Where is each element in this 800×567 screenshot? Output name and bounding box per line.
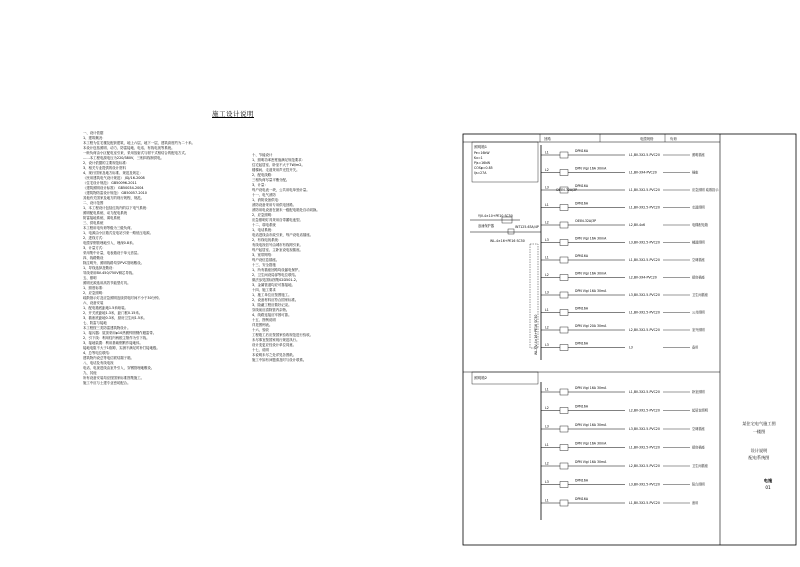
circuit-row: [541, 497, 698, 506]
note-right-line: 本说明未尽之处详见各图纸。: [252, 353, 297, 357]
circuit-id: L2: [545, 461, 549, 466]
circuit-id: L1: [545, 443, 549, 447]
note-left-line: 3、接地装置：利用基础钢筋作接地体。: [83, 341, 143, 345]
circuit-id: L1: [545, 150, 549, 155]
note-left-line: 六、设备安装: [83, 301, 104, 305]
circuit-load: 室外照明: [692, 328, 705, 332]
note-right-line: 施工中如有问题请及时与设计联系。: [252, 358, 307, 362]
incomer-spd-label: 浪涌保护器: [478, 224, 494, 228]
circuit-breaker: DPN Vigi 16A 30mA: [575, 271, 607, 276]
note-right-line: 楼梯间、走道采用声光控开关。: [252, 168, 300, 172]
breaker-symbol: [560, 327, 568, 333]
circuit-cable: L1,BV-3X2.5-PVC20: [629, 258, 660, 262]
circuit-breaker: DPN16A: [575, 201, 588, 206]
panel1-specs: [474, 151, 493, 175]
circuit-load: 应急照明 疏散指示: [692, 188, 719, 192]
circuit-cable: L1,BV-3X2.5-PVC20: [629, 310, 660, 315]
note-left-line: 所有设备安装均应按国家标准图集施工。: [83, 376, 145, 380]
note-left-line: 防雷接地系统、弱电系统: [83, 216, 121, 220]
panel2-circuits: [541, 386, 709, 506]
circuit-load: 公共照明: [692, 310, 705, 315]
circuit-cable: L1,BV-3X2.5-PVC20: [629, 153, 660, 157]
circuit-id: L3: [545, 185, 549, 190]
circuit-cable: L1,BV-3X2.5-PVC20: [629, 188, 660, 192]
note-right-line: 详见图例表。: [252, 323, 273, 327]
breaker-symbol: [560, 170, 568, 176]
note-left-line: 2、开关底距地1.3米，距门框0.15米。: [83, 311, 143, 315]
circuit-breaker: DPN16A: [575, 184, 588, 188]
circuit-id: L1: [545, 498, 549, 503]
note-right-line: 三相负荷尽量平衡分配。: [252, 178, 290, 182]
incomer-breaker-label: C65N-32A/3P: [556, 188, 578, 192]
note-right-line: 十四、施工要求: [252, 288, 276, 292]
circuit-id: L2: [545, 406, 549, 410]
circuit-breaker: DPN Vigi 16A 30mA: [575, 166, 607, 171]
note-left-line: 4、总等电位联结：: [83, 351, 113, 355]
note-left-line: 《建筑物防雷设计规范》 GB50057-2010: [83, 191, 147, 195]
circuit-row: [541, 307, 705, 316]
panel1-spec: Kx=1: [474, 156, 483, 160]
circuit-cable: L1,BV-3X2.5-PVC20: [629, 205, 660, 210]
incomer-cable-label: YJV-4×10+PE10 SC50: [478, 214, 513, 218]
circuit-id: L1: [545, 387, 549, 392]
note-right-line: 2、配电线路：: [252, 173, 275, 177]
note-left-line: 五、照明: [83, 276, 97, 280]
circuit-cable: L3,BV-3X2.5-PVC20: [629, 240, 660, 245]
circuit-cable: L1,BV-3X2.5-PVC20: [629, 445, 660, 450]
circuit-load: 空调插座: [692, 427, 705, 431]
circuit-load: 厨房插座: [692, 275, 705, 280]
circuit-cable: L1,BV-3X2.5-PVC20: [629, 390, 660, 394]
note-left-line: 八、电话及有线电视: [83, 361, 114, 365]
isolator-label: INT125-63A/4P: [515, 225, 539, 229]
circuit-row: [541, 405, 708, 414]
note-right-line: 十五、图例说明: [252, 318, 276, 322]
note-left-line: 3、计量方式：: [83, 246, 106, 250]
circuit-breaker: DPN Vigi 16A 30mA: [575, 441, 607, 446]
note-right-line: 3、金属管道均应可靠接地。: [252, 283, 295, 287]
note-left-line: 3、插座底距地0.3米，厨房卫生间1.5米。: [83, 316, 147, 320]
note-right-line: 十六、验收: [252, 328, 269, 332]
circuit-row: [541, 219, 709, 228]
note-right-line: 住宅起居室、卧室不大于7W/m2。: [252, 163, 305, 167]
circuit-load: 走道照明: [692, 205, 705, 210]
note-left-line: 1、配电箱底距地1.5米暗装。: [83, 306, 128, 310]
note-left-line: 本工程为住宅楼及配套建筑，地上六层，地下一层，建筑高度约为二十米。: [83, 141, 195, 145]
header-col-cable: 电缆规格: [640, 137, 654, 141]
note-left-line: 施工中应与土建专业密切配合。: [83, 381, 131, 385]
note-left-line: 一般负荷由小区配电室引来，采用放射式与树干式相结合的配电方式。: [83, 151, 189, 155]
circuit-breaker: DPN16A: [575, 306, 588, 311]
circuit-row: [541, 149, 706, 158]
breaker-symbol: [560, 275, 568, 281]
note-right-line: 穿线前应清除管内杂物。: [252, 308, 290, 312]
circuit-load: 电梯配电箱: [692, 223, 708, 227]
tb-sheet-type: 一楼图: [752, 429, 766, 434]
circuit-row: [541, 202, 705, 211]
note-left-line: 疏散指示灯及应急照明连续供电时间不小于30分钟。: [83, 296, 162, 300]
circuit-load: 卧室照明: [692, 390, 705, 394]
panel1-spec: Pe=16kW: [474, 151, 490, 155]
circuit-row: [541, 386, 705, 395]
note-right-line: 1、施工单位应按图施工。: [252, 293, 292, 297]
note-right-line: 1、照明功率密度值满足规范要求：: [252, 158, 306, 162]
breaker-symbol: [560, 257, 568, 263]
note-left-line: 《住宅设计规范》 GB50096-2011: [83, 181, 137, 185]
circuit-load: 备用: [692, 345, 699, 350]
document-title: 施工设计说明: [212, 110, 254, 118]
panel1-circuits: [541, 149, 719, 351]
circuit-id: L2: [545, 325, 549, 330]
tb-drawing-name-2: 配电系统图: [748, 455, 770, 460]
note-left-line: 2、设计依据的主要规范标准：: [83, 161, 130, 165]
note-left-line: 4、现行国家及地方标准、规范及规定：: [83, 171, 143, 175]
circuit-id: L3: [545, 480, 549, 484]
circuit-breaker: DPN16A: [575, 341, 588, 346]
note-left-line: 照明光源选用高效节能型灯具。: [83, 281, 131, 285]
breaker-symbol: [560, 408, 568, 414]
note-left-line: 1、电源由小区箱式变电站引来一路低压电源。: [83, 231, 153, 235]
breaker-symbol: [560, 389, 568, 395]
breaker-symbol: [560, 463, 568, 469]
note-left-line: 2、应急照明：: [83, 291, 106, 295]
breaker-symbol: [560, 240, 568, 246]
note-left-line: 2、进线方式：: [83, 236, 106, 240]
circuit-row: [541, 442, 706, 451]
note-right-line: 3、宽带网络：: [252, 253, 275, 257]
circuit-breaker: DPN Vigi 16A 30mA: [575, 460, 607, 464]
note-left-line: 本设计包括照明、动力、防雷接地、电话、有线电视等系统。: [83, 146, 175, 150]
note-right-line: 十一、电气消防: [252, 193, 276, 197]
circuit-row: [541, 479, 705, 488]
note-left-line: 三、供电系统: [83, 221, 104, 225]
panel1-name: 照明箱1: [474, 145, 488, 149]
note-left-line: 2、引下线：利用柱内两根主筋作为引下线。: [83, 336, 150, 340]
note-left-line: 采用集中计量，电表箱设于单元首层。: [83, 251, 141, 255]
circuit-row: [541, 289, 709, 298]
circuit-cable: L2,BV-3X2.5-PVC20: [629, 328, 660, 332]
breaker-symbol: [560, 310, 568, 316]
circuit-row: [541, 272, 706, 281]
breaker-symbol: [560, 345, 568, 351]
circuit-id: L2: [545, 168, 549, 172]
circuit-load: 厨房插座: [692, 445, 705, 450]
circuit-breaker: DPN Vigi 16A 30mA: [575, 236, 607, 241]
note-right-line: 电话进线由市政引来，每户设电话插座。: [252, 233, 314, 237]
header-col-load: 负荷: [670, 137, 677, 141]
note-left-line: 九、其他: [83, 371, 97, 375]
note-right-line: 十二、弱电系统: [252, 223, 276, 227]
note-right-line: 2、有线电视系统：: [252, 238, 282, 242]
tb-drawing-name-1: 设计说明: [750, 448, 768, 453]
circuit-breaker: C65N-32A/3P: [575, 219, 597, 223]
header-col-circuit: 回路: [544, 137, 551, 141]
note-left-line: 1、本工程设计包括红线内的以下电气系统：: [83, 206, 150, 210]
note-left-line: 其他有关国家及地方的现行规程、规范。: [83, 196, 145, 200]
breaker-symbol: [560, 426, 568, 432]
tb-drawing-no: 01: [765, 485, 771, 490]
circuit-row: [541, 167, 699, 176]
circuit-load: 照明插座: [692, 153, 705, 157]
breaker-symbol: [560, 500, 568, 506]
note-right-line: 应急照明灯具采用自带蓄电池型。: [252, 218, 303, 222]
note-left-line: 1、建筑概况：: [83, 136, 106, 140]
trunk-label: WL-YJV-4×16+PE16 SC50: [534, 314, 538, 355]
circuit-load: 插座: [692, 170, 699, 175]
note-left-line: 接地电阻不大于1欧姆，实测不满足时补打接地极。: [83, 346, 160, 350]
panel2-name: 照明箱2: [474, 376, 488, 380]
note-right-line: 消防用电设备在最末一级配电箱处自动切换。: [252, 208, 320, 212]
circuit-breaker: DPN Vigi 16A 30mA: [575, 289, 607, 293]
note-left-line: 电缆穿钢管埋地引入，埋深0.8米。: [83, 241, 136, 245]
circuit-id: L3: [545, 343, 549, 347]
circuit-cable: L3,BV-3X2.5-PVC20: [629, 482, 660, 487]
circuit-load: 起居室照明: [692, 408, 708, 413]
panel1-spec: Pjs=16kW: [474, 161, 491, 165]
note-right-line: 未尽事宜按国家现行规范执行。: [252, 338, 300, 342]
circuit-load: 卫生间插座: [692, 293, 708, 297]
circuit-cable: L2,BV-3X2.5-PVC20: [629, 408, 660, 413]
note-left-line: 除注明外，照明线路均穿PVC管暗敷设。: [83, 261, 144, 265]
note-right-line: 2、卫生间设局部等电位联结。: [252, 273, 299, 277]
circuit-row: [541, 342, 698, 351]
circuit-id: L2: [545, 273, 549, 277]
note-right-line: 3、隐蔽工程应做好记录。: [252, 303, 292, 307]
note-right-line: 消防设备采用专用供电回路。: [252, 203, 297, 207]
note-left-line: 1、导线选择及敷设：: [83, 266, 116, 270]
note-left-line: 1、接闪器：屋顶采用φ10热镀锌圆钢作避雷带。: [83, 331, 157, 335]
note-right-line: 设计变更应经设计单位同意。: [252, 343, 297, 347]
note-right-line: 做法参见国标图集02D501-2。: [252, 278, 300, 282]
note-right-line: 有线电视信号由城市有线网引来。: [252, 243, 303, 247]
note-left-line: 本工程用电负荷等级为三级负荷。: [83, 226, 134, 230]
isolator-symbol: [508, 229, 514, 234]
circuit-breaker: DPN16A: [575, 497, 588, 501]
note-left-line: 电话、电视进线由室外引入，穿钢管埋地敷设。: [83, 366, 155, 370]
panel1-spec: COSφ=0.85: [474, 166, 493, 170]
note-right-line: 十三、安全措施: [252, 263, 276, 267]
note-right-line: 2、应急照明：: [252, 213, 275, 217]
circuit-cable: L3: [629, 345, 633, 350]
note-left-line: 《建筑照明设计标准》 GB50034-2004: [83, 186, 144, 190]
note-right-line: 每户起居室、主卧室设电视插座。: [252, 248, 303, 252]
note-right-line: 工程竣工后应按国家验收规范进行验收。: [252, 333, 314, 337]
note-left-line: 一、设计依据: [83, 131, 104, 135]
note-right-line: 每户设电表一块，公共用电单独计量。: [252, 188, 310, 192]
note-right-line: 4、线路连接应牢固可靠。: [252, 313, 292, 317]
note-right-line: 每户设信息插座。: [252, 258, 280, 262]
circuit-load: 备用: [692, 501, 699, 505]
circuit-id: L3: [545, 424, 549, 429]
circuit-load: 楼道照明: [692, 240, 705, 245]
panel1-spec: Ijs=27A: [474, 171, 487, 175]
circuit-cable: L1,BV-3X2.5-PVC20: [629, 501, 660, 505]
note-left-line: 照明配电系统、动力配电系统: [83, 211, 128, 215]
circuit-cable: L3,BV-3X2.5-PVC20: [629, 293, 660, 297]
note-right-line: 2、设备材料应符合国家标准。: [252, 298, 299, 302]
circuit-id: L3: [545, 290, 549, 295]
breaker-symbol: [560, 482, 568, 488]
note-left-line: 3、相关专业提供的设计资料: [83, 166, 126, 170]
note-left-line: 建筑物内设总等电位联结端子箱。: [83, 356, 134, 360]
breaker-symbol: [560, 292, 568, 298]
circuit-row: [541, 254, 706, 263]
circuit-load: 卫生间插座: [692, 464, 708, 468]
note-left-line: 《民用建筑电气设计规范》 JGJ/16-2008: [83, 176, 145, 180]
circuit-row: [541, 237, 705, 246]
note-left-line: 本工程按三类防雷建筑物设计。: [83, 326, 131, 330]
circuit-id: L1: [545, 255, 549, 260]
circuit-id: L1: [545, 308, 549, 312]
breaker-symbol: [560, 205, 568, 211]
note-left-line: 导线采用BV-450/750V铜芯导线。: [83, 271, 136, 275]
note-right-line: 1、电话系统：: [252, 228, 275, 232]
circuit-cable: L2,BV-3X4-PVC20: [629, 275, 657, 280]
note-left-line: ……本工程电源电压为220/380V，三相四线制供电。: [83, 156, 164, 160]
note-right-line: 十七、说明: [252, 348, 269, 352]
breaker-symbol: [560, 222, 568, 228]
circuit-cable: L1,BV-3X4-PVC20: [629, 170, 657, 175]
breaker-symbol: [560, 152, 568, 158]
circuit-breaker: DPN16A: [575, 404, 588, 409]
circuit-row: [541, 460, 709, 469]
tb-drawing-no-label: 电施: [763, 478, 773, 483]
circuit-breaker: DPN16A: [575, 254, 588, 258]
circuit-id: L1: [545, 203, 549, 207]
circuit-cable: L3,BV-3X2.5-PVC20: [629, 427, 660, 431]
note-right-line: 1、消防设备供电：: [252, 198, 282, 202]
circuit-breaker: DPN16A: [575, 478, 588, 483]
circuit-breaker: DPN Vigi 16A 30mA: [575, 423, 607, 427]
note-left-line: 二、设计范围: [83, 201, 104, 205]
circuit-id: L2: [545, 220, 549, 225]
circuit-row: [541, 324, 705, 333]
circuit-load: 阳台照明: [692, 482, 705, 487]
circuit-breaker: DPN16A: [575, 149, 588, 153]
circuit-breaker: DPN Vigi 16A 30mA: [575, 386, 607, 390]
note-left-line: 七、防雷与接地: [83, 321, 107, 325]
circuit-cable: L2,BV-4x6: [629, 223, 645, 227]
circuit-id: L3: [545, 238, 549, 242]
note-left-line: 1、照度标准：: [83, 286, 106, 290]
note-right-line: 1、所有插座回路均设漏电保护。: [252, 268, 302, 272]
incomer-main-label: WL-4×16+PE16 SC50: [490, 239, 525, 243]
note-right-line: 3、计量：: [252, 183, 268, 187]
circuit-row: [541, 423, 706, 432]
note-left-line: 四、线路敷设: [83, 256, 104, 260]
circuit-cable: L2,BV-3X2.5-PVC20: [629, 464, 660, 468]
circuit-load: 空调插座: [692, 258, 705, 262]
note-right-line: 十、节能设计: [252, 153, 273, 157]
breaker-symbol: [560, 445, 568, 451]
tb-project: 某住宅电气施工图: [742, 421, 776, 426]
circuit-breaker: DPN Vigi 20A 30mA: [575, 324, 607, 328]
